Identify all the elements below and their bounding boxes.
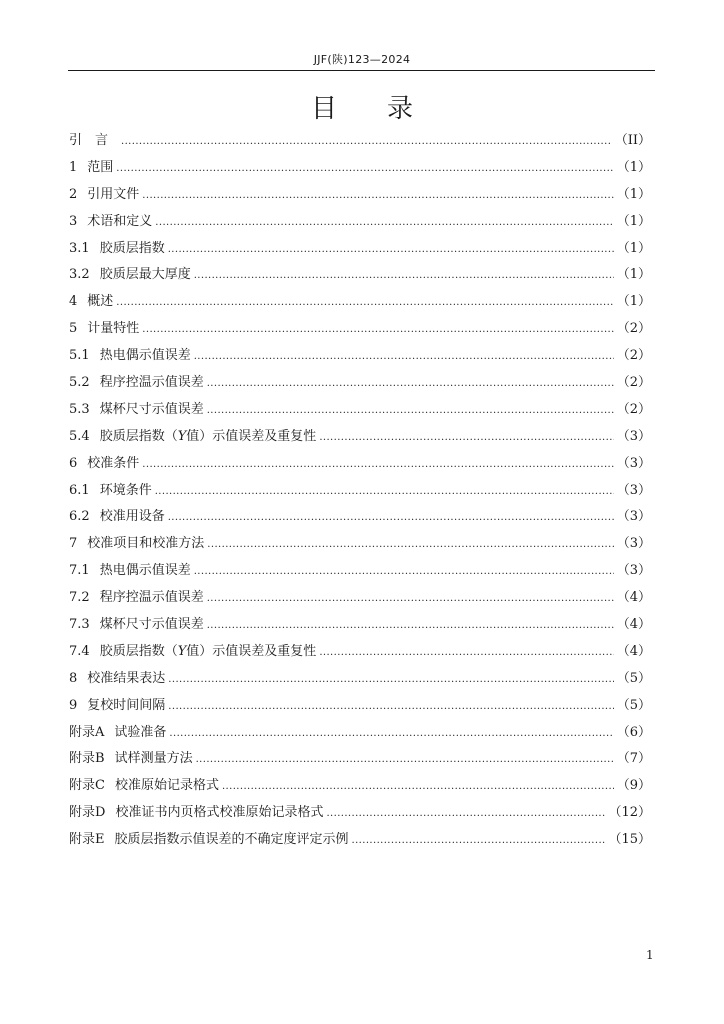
toc-entry-title: 术语和定义: [87, 213, 153, 229]
toc-dot-leader: [319, 426, 613, 448]
toc-entry[interactable]: [69, 372, 651, 399]
toc-entry-title: 热电偶示值误差: [99, 348, 191, 364]
toc-entry-title: 胶质层指数（Y值）示值误差及重复性: [99, 643, 317, 659]
toc-entry-title: 试验准备: [114, 724, 167, 740]
toc-entry[interactable]: [69, 426, 651, 453]
toc-entry[interactable]: [69, 722, 651, 749]
toc-dot-leader: [194, 264, 614, 286]
toc-entry-title: 校准项目和校准方法: [87, 536, 205, 552]
toc-entry-page: （1）: [616, 240, 651, 256]
toc-entry-number: 附录B: [69, 751, 105, 767]
toc-entry-page: （3）: [616, 563, 651, 579]
toc-entry[interactable]: [69, 184, 651, 211]
toc-title: 目录: [310, 94, 463, 124]
toc-entry[interactable]: [69, 775, 651, 802]
toc-dot-leader: [168, 506, 614, 528]
toc-dot-leader: [116, 157, 613, 179]
toc-dot-leader: [207, 372, 614, 394]
toc-entry-title: 计量特性: [87, 321, 140, 337]
toc-entry-number: 引 言: [69, 133, 109, 148]
toc-entry[interactable]: [69, 614, 651, 641]
toc-dot-leader: [142, 318, 613, 340]
toc-dot-leader: [207, 399, 614, 421]
toc-entry[interactable]: [69, 318, 651, 345]
toc-entry-page: （3）: [616, 536, 651, 552]
toc-entry-title: 校准条件: [87, 455, 140, 471]
toc-entry-title: 程序控温示值误差: [99, 590, 204, 606]
toc-entry[interactable]: [69, 211, 651, 238]
toc-entry[interactable]: [69, 695, 651, 722]
toc-entry-number: 7: [69, 536, 78, 552]
toc-entry[interactable]: [69, 641, 651, 668]
toc-entry-title: 胶质层最大厚度: [99, 267, 191, 283]
toc-entry-number: 5.1: [69, 348, 90, 364]
toc-entry-title: 煤杯尺寸示值误差: [99, 617, 204, 633]
toc-entry-number: 7.1: [69, 563, 90, 579]
toc-entry-number: 附录E: [69, 832, 105, 848]
toc-entry-title: 胶质层指数（Y值）示值误差及重复性: [99, 428, 317, 444]
toc-entry-number: 9: [69, 697, 78, 713]
toc-entry[interactable]: [69, 748, 651, 775]
toc-entry-title: 胶质层指数: [99, 240, 165, 256]
toc-entry[interactable]: [69, 291, 651, 318]
table-of-contents: [69, 130, 651, 856]
toc-entry-page: （4）: [616, 643, 651, 659]
toc-entry-number: 3.2: [69, 267, 90, 283]
toc-entry[interactable]: [69, 130, 651, 157]
toc-dot-leader: [222, 775, 614, 797]
toc-entry-page: （5）: [616, 697, 651, 713]
toc-dot-leader: [194, 345, 614, 367]
toc-entry-title: 引用文件: [87, 186, 140, 202]
toc-entry-title: 胶质层指数示值误差的不确定度评定示例: [114, 832, 349, 848]
toc-entry[interactable]: [69, 345, 651, 372]
toc-entry-title: 校准原始记录格式: [114, 778, 219, 794]
toc-dot-leader: [194, 560, 614, 582]
toc-entry-number: 6: [69, 455, 78, 471]
toc-dot-leader: [207, 614, 614, 636]
toc-entry-page: （15）: [608, 832, 651, 848]
toc-entry-title: 煤杯尺寸示值误差: [99, 401, 204, 417]
toc-entry[interactable]: [69, 480, 651, 507]
toc-dot-leader: [168, 238, 614, 260]
toc-entry-number: 附录C: [69, 778, 105, 794]
toc-entry-number: 5: [69, 321, 78, 337]
toc-entry[interactable]: [69, 157, 651, 184]
toc-entry-page: （1）: [616, 213, 651, 229]
toc-entry[interactable]: [69, 587, 651, 614]
toc-entry-page: （1）: [616, 186, 651, 202]
toc-dot-leader: [142, 453, 613, 475]
toc-entry-title: 校准用设备: [99, 509, 165, 525]
toc-entry-number: 3: [69, 213, 78, 229]
toc-entry-title: 概述: [87, 294, 114, 310]
toc-entry-page: （9）: [616, 778, 651, 794]
toc-entry-page: （3）: [616, 482, 651, 498]
toc-entry-page: （3）: [616, 428, 651, 444]
toc-entry[interactable]: [69, 238, 651, 265]
toc-entry[interactable]: [69, 802, 651, 829]
toc-entry[interactable]: [69, 533, 651, 560]
document-code-header: JJF(陕)123—2024: [313, 53, 411, 66]
toc-entry-number: 7.3: [69, 617, 90, 633]
toc-entry-number: 6.2: [69, 509, 90, 525]
toc-dot-leader: [169, 722, 613, 744]
toc-dot-leader: [196, 748, 614, 770]
toc-entry-page: （1）: [616, 267, 651, 283]
toc-entry-page: （2）: [616, 375, 651, 391]
toc-entry-number: 5.2: [69, 375, 90, 391]
toc-dot-leader: [168, 695, 613, 717]
toc-entry-page: （1）: [616, 159, 651, 175]
toc-dot-leader: [155, 480, 614, 502]
toc-entry-number: 附录A: [69, 724, 105, 740]
toc-entry-title: 程序控温示值误差: [99, 375, 204, 391]
toc-entry[interactable]: [69, 264, 651, 291]
toc-entry-number: 7.4: [69, 643, 90, 659]
toc-dot-leader: [142, 184, 613, 206]
toc-entry-number: 7.2: [69, 590, 90, 606]
toc-dot-leader: [155, 211, 613, 233]
toc-entry-page: （2）: [616, 401, 651, 417]
toc-entry-title: 热电偶示值误差: [99, 563, 191, 579]
toc-entry-number: 5.3: [69, 401, 90, 417]
toc-entry-number: 附录D: [69, 805, 106, 821]
toc-dot-leader: [326, 802, 605, 824]
toc-entry-page: （4）: [616, 590, 651, 606]
header-rule: [68, 70, 655, 71]
page-number: 1: [646, 948, 654, 962]
toc-dot-leader: [168, 668, 613, 690]
toc-entry-number: 4: [69, 294, 78, 310]
toc-entry-page: （II）: [614, 133, 651, 148]
toc-entry-number: 5.4: [69, 428, 90, 444]
toc-dot-leader: [319, 641, 613, 663]
toc-entry-page: （12）: [608, 805, 651, 821]
toc-entry-title: 校准证书内页格式校准原始记录格式: [115, 805, 324, 821]
toc-entry[interactable]: [69, 668, 651, 695]
toc-entry-title: 环境条件: [99, 482, 152, 498]
toc-dot-leader: [352, 829, 606, 851]
toc-entry-number: 8: [69, 670, 78, 686]
toc-entry-page: （6）: [616, 724, 651, 740]
toc-dot-leader: [207, 533, 613, 555]
toc-entry-page: （4）: [616, 617, 651, 633]
toc-entry-number: 6.1: [69, 482, 90, 498]
toc-dot-leader: [116, 291, 613, 313]
toc-entry[interactable]: [69, 560, 651, 587]
toc-entry[interactable]: [69, 506, 651, 533]
toc-entry-page: （2）: [616, 321, 651, 337]
toc-entry-number: 1: [69, 159, 78, 175]
toc-entry-title: 校准结果表达: [87, 670, 166, 686]
toc-entry-page: （5）: [616, 670, 651, 686]
toc-entry-page: （3）: [616, 509, 651, 525]
toc-entry[interactable]: [69, 399, 651, 426]
toc-entry-page: （3）: [616, 455, 651, 471]
toc-dot-leader: [121, 130, 612, 152]
toc-entry-number: 2: [69, 186, 78, 202]
toc-entry[interactable]: [69, 829, 651, 856]
toc-entry-number: 3.1: [69, 240, 90, 256]
toc-entry-title: 试样测量方法: [114, 751, 193, 767]
toc-entry[interactable]: [69, 453, 651, 480]
toc-entry-title: 范围: [87, 159, 114, 175]
toc-entry-page: （2）: [616, 348, 651, 364]
toc-entry-page: （1）: [616, 294, 651, 310]
toc-dot-leader: [207, 587, 614, 609]
toc-entry-title: 复校时间间隔: [87, 697, 166, 713]
toc-entry-page: （7）: [616, 751, 651, 767]
